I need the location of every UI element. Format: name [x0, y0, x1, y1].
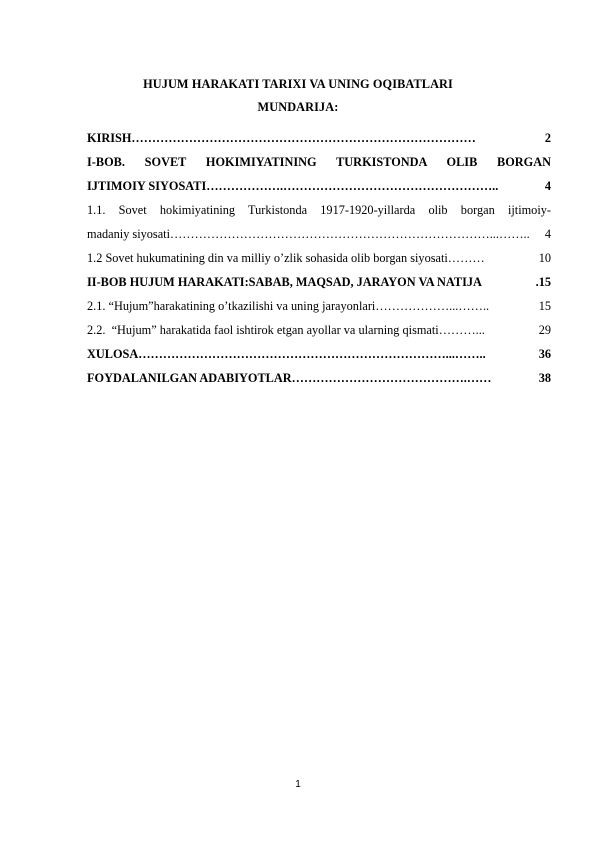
toc-entry-text: madaniy siyosati — [87, 227, 170, 241]
toc-entry-text: FOYDALANILGAN ADABIYOTLAR — [87, 371, 292, 385]
toc-leader: ……………………………………………………………………...…….. — [170, 227, 530, 241]
toc-leader: …………………………………….…… — [291, 371, 492, 385]
toc-page-number: 15 — [538, 275, 551, 289]
toc-page-number: 4 — [544, 179, 551, 193]
toc-leader: ………………...…….. — [375, 299, 490, 313]
contents-heading: MUNDARIJA: — [257, 100, 339, 114]
toc-entry-bob1-line1: I-BOB. SOVET HOKIMIYATINING TURKISTONDA OLIB BORGAN — [87, 155, 551, 169]
toc-entry-xulosa — [87, 342, 551, 366]
toc-entry-1-1-line2 — [87, 222, 551, 246]
toc-page-number: 2 — [544, 131, 551, 145]
toc-entry-text: IJTIMOIY SIYOSATI — [87, 179, 207, 193]
toc-entry-bob1-line2 — [87, 174, 551, 198]
toc-entry-text: 2.1. “Hujum”harakatining o’tkazilishi va uning jarayonlari — [87, 299, 376, 313]
toc-page-number: 15 — [538, 299, 551, 313]
table-of-contents — [87, 126, 551, 390]
toc-leader: …………………………………………………………………...…….. — [138, 347, 486, 361]
page-number: 1 — [295, 779, 301, 790]
toc-entry-kirish — [87, 126, 551, 150]
toc-leader: ………... — [438, 323, 485, 337]
toc-entry-bob2 — [87, 270, 551, 294]
toc-entry-text: KIRISH — [87, 131, 132, 145]
toc-leader: . — [535, 275, 539, 289]
toc-leader: ……… — [447, 251, 485, 265]
toc-entry-1-2 — [87, 246, 551, 270]
toc-page-number: 10 — [538, 251, 551, 265]
toc-page-number: 4 — [544, 227, 551, 241]
toc-page-number: 36 — [538, 347, 551, 361]
toc-leader: ………………………………………………………………………… — [131, 131, 476, 145]
toc-leader: ……………….…………………………………………….. — [206, 179, 499, 193]
toc-entry-1-1-line1: 1.1. Sovet hokimiyatining Turkistonda 1917-1920-yillarda olib borgan ijtimoiy- — [87, 203, 551, 217]
toc-entry-2-1 — [87, 294, 551, 318]
toc-entry-2-2 — [87, 318, 551, 342]
toc-entry-text: 1.2 Sovet hukumatining din va milliy o’zlik sohasida olib borgan siyosati — [87, 251, 448, 265]
toc-entry-text: II-BOB HUJUM HARAKATI:SABAB, MAQSAD, JARAYON VA NATIJA — [87, 275, 482, 289]
toc-entry-adabiyotlar — [87, 366, 551, 390]
toc-page-number: 29 — [538, 323, 551, 337]
toc-entry-text: 2.2. “Hujum” harakatida faol ishtirok etgan ayollar va ularning qismati — [87, 323, 439, 337]
toc-entry-text: XULOSA — [87, 347, 139, 361]
document-title: HUJUM HARAKATI TARIXI VA UNING OQIBATLARI — [143, 77, 453, 91]
toc-page-number: 38 — [538, 371, 551, 385]
